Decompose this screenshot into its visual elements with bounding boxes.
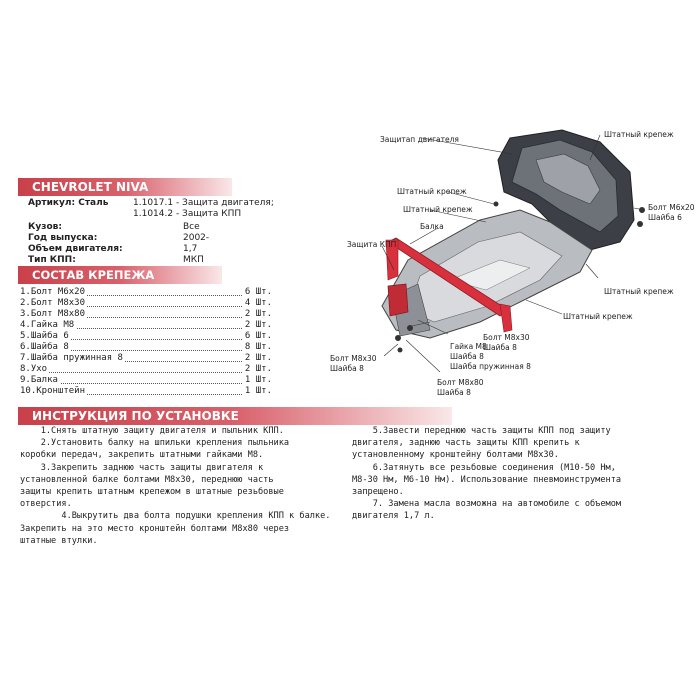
article-line-1: 1.1017.1 - Защита двигателя; <box>133 198 274 208</box>
instruction-line: отверстия. <box>20 499 72 510</box>
label-std-fastener-left: Штатный крепеж <box>397 187 467 196</box>
fastener-qty: 1 Шт. <box>244 375 272 385</box>
label-bolt-m8x30b-line2: Шайба 8 <box>330 364 364 373</box>
label-bolt-m8x80-line1: Болт М8х80 <box>437 378 484 387</box>
label-nut-line2: Шайба 8 <box>450 352 484 361</box>
fastener-name: 6.Шайба 8 <box>20 342 69 352</box>
article-line-2: 1.1014.2 - Защита КПП <box>133 209 242 219</box>
instruction-line: коробки передач, закрепить штатными гайками М8. <box>20 450 264 461</box>
fastener-row <box>20 375 272 386</box>
fastener-qty: 2 Шт. <box>244 309 272 319</box>
instruction-line: М8-30 Нм, М6-10 Нм). Использование пневмоинструмента <box>352 474 622 485</box>
model-title-band <box>18 178 232 196</box>
fastener-row <box>20 331 272 342</box>
fastener-qty: 4 Шт. <box>244 298 272 308</box>
label-nut-line1: Гайка М8 <box>450 342 487 351</box>
fastener-row <box>20 287 272 298</box>
label-std-fastener-top: Штатный крепеж <box>604 130 674 139</box>
label-nut-line3: Шайба пружинная 8 <box>450 362 531 371</box>
fastener-qty: 6 Шт. <box>244 331 272 341</box>
body-label: Кузов: <box>28 222 62 232</box>
instructions-right-column <box>352 425 621 523</box>
fastener-qty: 2 Шт. <box>244 353 272 363</box>
label-beam: Балка <box>420 222 444 231</box>
instructions-title: ИНСТРУКЦИЯ ПО УСТАНОВКЕ <box>32 409 239 423</box>
gearbox-value: МКП <box>183 255 204 265</box>
fastener-qty: 8 Шт. <box>244 342 272 352</box>
fastener-name: 3.Болт М8х80 <box>20 309 86 319</box>
fastener-qty: 6 Шт. <box>244 287 272 297</box>
fastener-name: 5.Шайба 6 <box>20 331 69 341</box>
engine-value: 1,7 <box>183 244 198 254</box>
instruction-line: 4.Выкрутить два болта подушки крепления КПП к балке. <box>20 511 331 522</box>
instruction-line: штатные втулки. <box>20 535 98 546</box>
kpp-guard-part <box>382 210 592 338</box>
instruction-line: установленному кронштейну болтами М8х30. <box>352 450 559 461</box>
fasteners-title-band <box>18 266 222 284</box>
label-kpp-guard: Защита КПП <box>347 240 397 249</box>
fastener-name: 9.Балка <box>20 375 58 385</box>
fastener-row <box>20 342 272 353</box>
fastener-qty: 1 Шт. <box>244 386 272 396</box>
fastener-row <box>20 298 272 309</box>
year-value: 2002- <box>183 233 210 243</box>
instruction-line: двигателя, заднюю часть защиты КПП крепить к <box>352 438 580 449</box>
fastener-qty: 2 Шт. <box>244 320 272 330</box>
fastener-name: 4.Гайка М8 <box>20 320 75 330</box>
year-label: Год выпуска: <box>28 233 98 243</box>
instruction-line: 3.Закрепить заднюю часть защиты двигателя к <box>20 462 264 473</box>
instruction-line: 6.Затянуть все резьбовые соединения (М10-50 Нм, <box>352 462 616 473</box>
fastener-name: 10.Кронштейн <box>20 386 86 396</box>
body-value: Все <box>183 222 200 232</box>
instruction-line: Закрепить на это место кронштейн болтами М8х80 через <box>20 523 290 534</box>
fastener-qty: 2 Шт. <box>244 364 272 374</box>
instruction-line: двигателя 1,7 л. <box>352 511 435 522</box>
article-label: Артикул: Сталь <box>28 198 109 208</box>
leader-dots <box>20 364 250 373</box>
model-title: CHEVROLET NIVA <box>32 180 149 194</box>
label-bolt-m6-line1: Болт М6х20 <box>648 203 695 212</box>
label-bolt-m8x30a-line1: Болт М8х30 <box>483 333 530 342</box>
fastener-name: 1.Болт М6х20 <box>20 287 86 297</box>
bracket-part <box>388 284 408 316</box>
label-std-fastener-bottom: Штатный крепеж <box>563 312 633 321</box>
instruction-line: установленной балке болтами М8х30, переднюю часть <box>20 474 274 485</box>
instruction-line: 5.Завести переднюю часть защиты КПП под защиту <box>352 426 611 436</box>
fasteners-title: СОСТАВ КРЕПЕЖА <box>32 268 155 282</box>
label-engine-guard: Защитап двигателя <box>380 135 459 144</box>
engine-label: Объем двигателя: <box>28 244 123 254</box>
instruction-line: 2.Установить балку на шпильки крепления пыльника <box>20 438 290 449</box>
fastener-row <box>20 309 272 320</box>
fastener-row <box>20 386 272 397</box>
instruction-line: запрещено. <box>352 487 404 498</box>
label-std-fastener-right: Штатный крепеж <box>604 287 674 296</box>
label-bolt-m6-line2: Шайба 6 <box>648 213 682 222</box>
gearbox-label: Тип КПП: <box>28 255 76 265</box>
instruction-line: защиты крепить штатным крепежом в штатные резьбовые <box>20 487 284 498</box>
label-std-fastener-mid: Штатный крепеж <box>403 205 473 214</box>
fastener-name: 8.Ухо <box>20 364 48 374</box>
instruction-line: 1.Снять штатную защиту двигателя и пыльник КПП. <box>20 426 284 436</box>
fastener-row <box>20 353 272 364</box>
fastener-row <box>20 320 272 331</box>
label-bolt-m8x80-line2: Шайба 8 <box>437 388 471 397</box>
fastener-name: 7.Шайба пружинная 8 <box>20 353 123 363</box>
label-bolt-m8x30b-line1: Болт М8х30 <box>330 354 377 363</box>
fastener-name: 2.Болт М8х30 <box>20 298 86 308</box>
fastener-row <box>20 364 272 375</box>
label-bolt-m8x30a-line2: Шайба 8 <box>483 343 517 352</box>
instruction-line: 7. Замена масла возможна на автомобиле с объемом <box>352 499 622 510</box>
instructions-left-column <box>20 425 330 547</box>
